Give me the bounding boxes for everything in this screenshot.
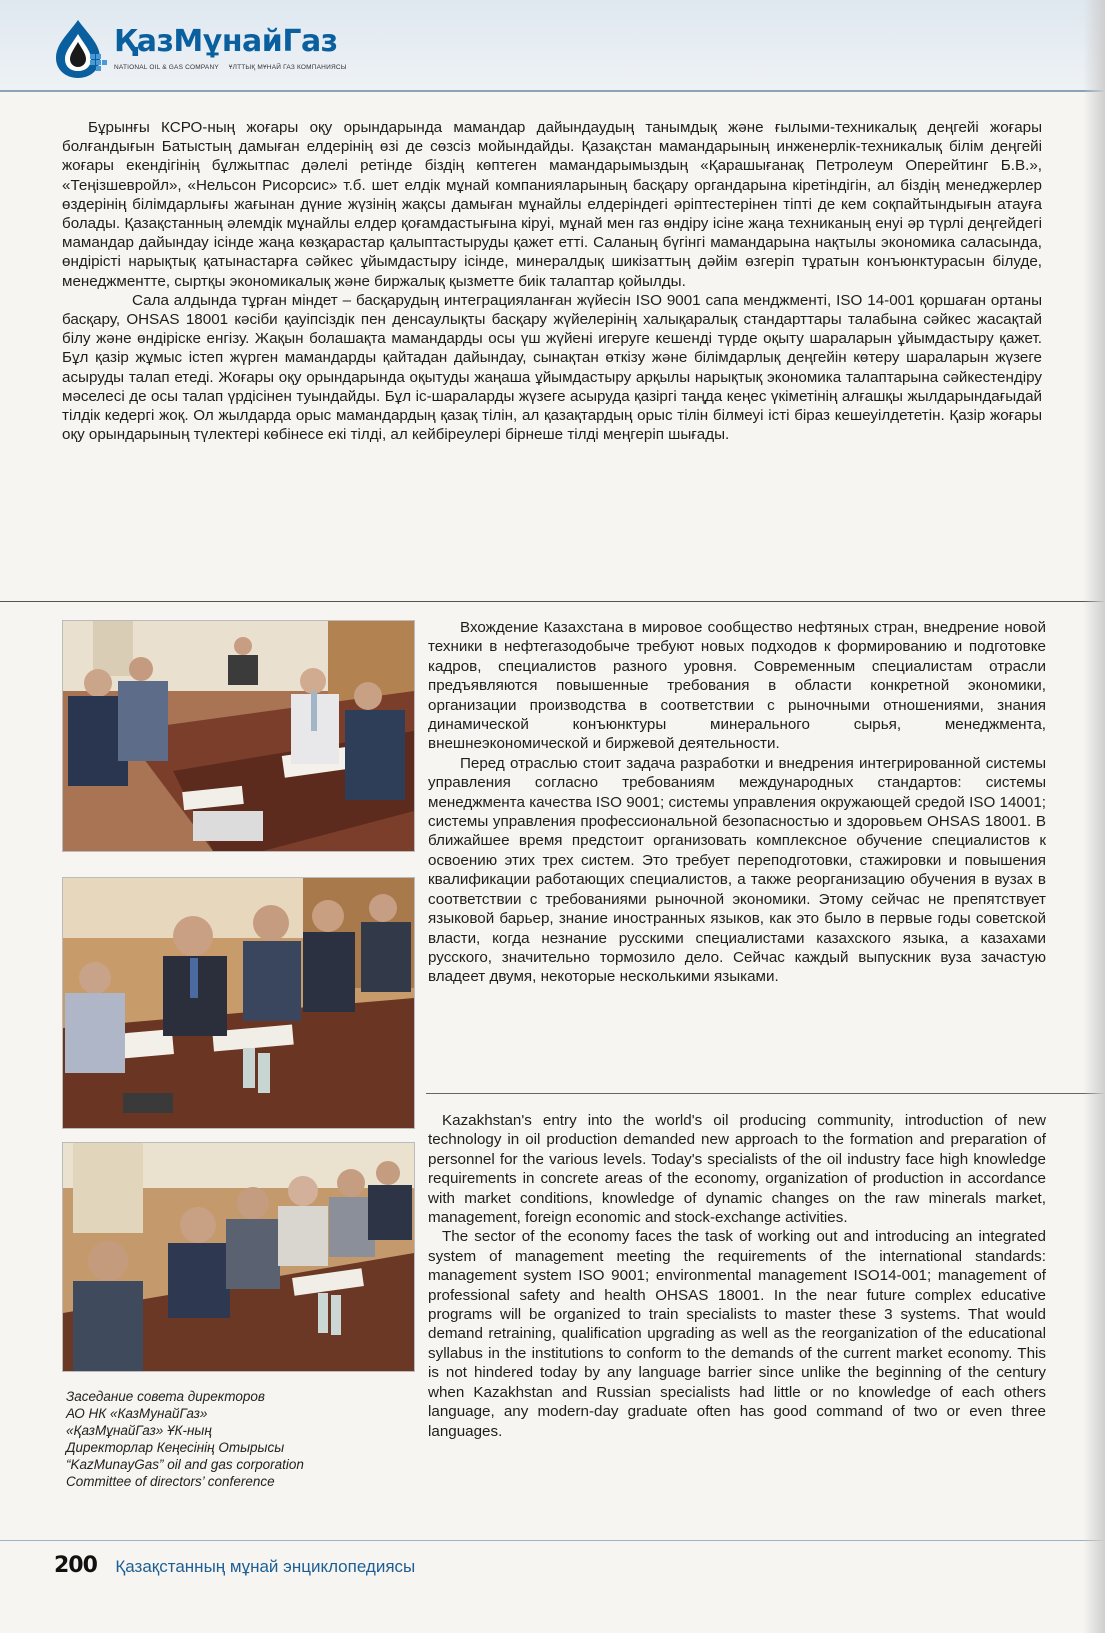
page-number: 200 bbox=[54, 1553, 97, 1578]
meeting-photo bbox=[62, 877, 415, 1129]
caption-line: АО НК «КазМунайГаз» bbox=[66, 1406, 208, 1421]
section-divider bbox=[426, 1093, 1105, 1094]
caption-line: Директорлар Кеңесінің Отырысы bbox=[66, 1440, 285, 1455]
header-divider bbox=[0, 90, 1105, 92]
kazakh-paragraph: Бұрынғы КСРО-ның жоғары оқу орындарында мамандар дайындаудың танымдық және ғылыми-техникалық деңгейі жоғары болғандығын Батыстың дамыған елдерінің өзі де сөзсіз мойындайды. Қазақстан мамандарының инженерлік-техникалық білім деңгейі жоғары екендігінің бұлжытпас дәлелі ретінде біздің көптеген мамандарымыздың «Қарашығанақ Петролеум Оперейтинг Б.В.», «Теңізшевройл», «Нельсон Рисорсис» т.б. шет елдік мұнай компанияларының басқару органдарына кіретіндігін, ал біздің менеджерлер өздерінің білімдарлығы жағынан дүние жүзінің жақсы дамыған мұнайлы елдеріндегі әріптестерінен тіпті де кем соқпайтындығын атауға болады. Қазақстанның әлемдік мұнайлы елдер қоғамдастығына кіруі, мұнай мен газ өндіру ісіне жаңа техниканың енуі әр түрлі деңгейдегі мамандар дайындау ісінде жаңа көзқарастар қалыптастыруды қажет етті. Саланың бүгінгі мамандарына нақтылы экономика саласында, өндірісті нарықтық қатынастарға сәйкес ұйымдастыру ісінде, минералдық шикізаттың дәйім өзгеріп тұратын конъюнктурасын білуде, менеджментте, сыртқы экономикалық және биржалық қызметте биік талаптар қойылды. bbox=[62, 119, 1042, 290]
caption-line: Committee of directors’ conference bbox=[66, 1474, 275, 1489]
logo-wordmark: ҚазМұнайГаз bbox=[114, 24, 338, 59]
logo-subtitle-kz: ҰЛТТЫҚ МҰНАЙ ГАЗ КОМПАНИЯСЫ bbox=[228, 64, 347, 71]
russian-article-text bbox=[428, 618, 1046, 987]
english-paragraph: The sector of the economy faces the task of working out and introducing an integrated system of management meeting the requirements of the international standards: management system ISO 9001; environmental management ISO14-001; management of professional safety and health OHSAS 18001. In the near future complex educative programs will be organized to train specialists to master these 3 systems. That would demand retraining, qualification upgrading as well as the reorganization of the educational syllabus in the institutions to conform to the demands of the current market economy. This is not hindered today by any language barrier since unlike the beginning of the century when Kazakhstan and Russian specialists had little or no knowledge of each others language, any modern-day graduate often has good command of two or even three languages. bbox=[428, 1228, 1046, 1440]
caption-line: “KazMunayGas” oil and gas corporation bbox=[66, 1457, 304, 1472]
photo-caption bbox=[66, 1388, 416, 1490]
running-title: Қазақстанның мұнай энциклопедиясы bbox=[115, 1557, 416, 1576]
caption-line: Заседание совета директоров bbox=[66, 1389, 265, 1404]
english-article-text bbox=[428, 1111, 1046, 1441]
meeting-photo bbox=[62, 1142, 415, 1372]
logo-subtitle bbox=[114, 64, 347, 71]
company-logo bbox=[50, 18, 370, 82]
caption-line: «ҚазМұнайГаз» ҰК-ның bbox=[66, 1423, 212, 1438]
section-divider bbox=[0, 601, 1105, 602]
footer-divider bbox=[0, 1540, 1105, 1541]
kazakh-paragraph: Сала алдында тұрған міндет – басқарудың интеграцияланған жүйесін ISO 9001 сапа менджменті, ISO 14-001 қоршаған ортаны басқару, OHSAS 18001 кәсіби қауіпсіздік пен денсаулықты басқару жүйелерінің халықаралық стандарттары талабына сәйкес жасақтай білу және өндіріске енгізу. Жақын болашақта мамандарды осы үш жүйені игеруге кешенді түрде оқыту шараларын ұйымдастыру қажет. Бұл қазір жұмыс істеп жүрген мамандарды қайтадан дайындау, сынақтан өткізу және білімдарлық деңгейін көтеру шараларын жүзеге асыруды талап етеді. Жоғары оқу орындарында оқытуды жаңаша ұйымдастыру арқылы нарықтық экономика талаптарына сәйкестендіру мәселесі де осы талап үрдісінен туындайды. Бұл іс-шараларды жүзеге асыруда қазіргі таңда кеңес үкіметінің алғашқы жылдарындағыдай тілдік кедергі жоқ. Ол жылдарда орыс мамандардың қазақ тілін, ал қазақтардың орыс тілін білмеуі істі біраз кешеуілдететін. Қазір жоғары оқу орындарының түлектері көбінесе екі тілді, ал кейбіреулері бірнеше тілді меңгеріп шығады. bbox=[62, 291, 1042, 444]
kazakh-article-text bbox=[62, 118, 1042, 444]
page-footer bbox=[54, 1553, 415, 1578]
oil-drop-logo-icon bbox=[50, 18, 110, 80]
russian-paragraph: Перед отраслью стоит задача разработки и внедрения интегрированной системы управления согласно требованиям международных стандартов: системы менеджмента качества ISO 9001; системы управления окружающей средой ISO 14001; системы управления профессиональной безопасностью и здоровьем OHSAS 18001. В ближайшее время предстоит организовать комплексное обучение специалистов к освоению этих трех систем. Это требует переподготовки, стажировки и повышения квалификации работающих специалистов, а также реорганизацию обучения в вузах в соответствии с требованиями рыночной экономики. Этому сейчас не препятствует языковой барьер, знание иностранных языков, как это было в первые годы советской власти, когда незнание русскими специалистами казахского языка, а казахами русского, значительно тормозило дело. Сейчас каждый выпускник вуза зачастую владеет двумя, некоторые несколькими языками. bbox=[428, 754, 1046, 986]
meeting-photo bbox=[62, 620, 415, 852]
english-paragraph: Kazakhstan's entry into the world's oil producing community, introduction of new technology in oil production demanded new approach to the formation and preparation of personnel for the various levels. Today's specialists of the oil industry face high knowledge requirements in concrete areas of the economy, organization of production in accordance with market conditions, knowledge of dynamic changes on the raw minerals market, management, foreign economic and stock-exchange activities. bbox=[428, 1112, 1046, 1227]
page-edge-shadow bbox=[1083, 0, 1105, 1633]
russian-paragraph: Вхождение Казахстана в мировое сообщество нефтяных стран, внедрение новой техники в нефтегазодобыче требуют новых подходов к формированию и подготовке кадров, специалистов разного уровня. Современным специалистам отрасли предъявляются повышенные требования в области конкретной экономики, организации производства в соответствии с рыночными отношениями, знания динамической конъюнктуры минерального сырья, менеджмента, внешнеэкономической и биржевой деятельности. bbox=[428, 619, 1046, 753]
logo-subtitle-en: NATIONAL OIL & GAS COMPANY bbox=[114, 64, 219, 71]
